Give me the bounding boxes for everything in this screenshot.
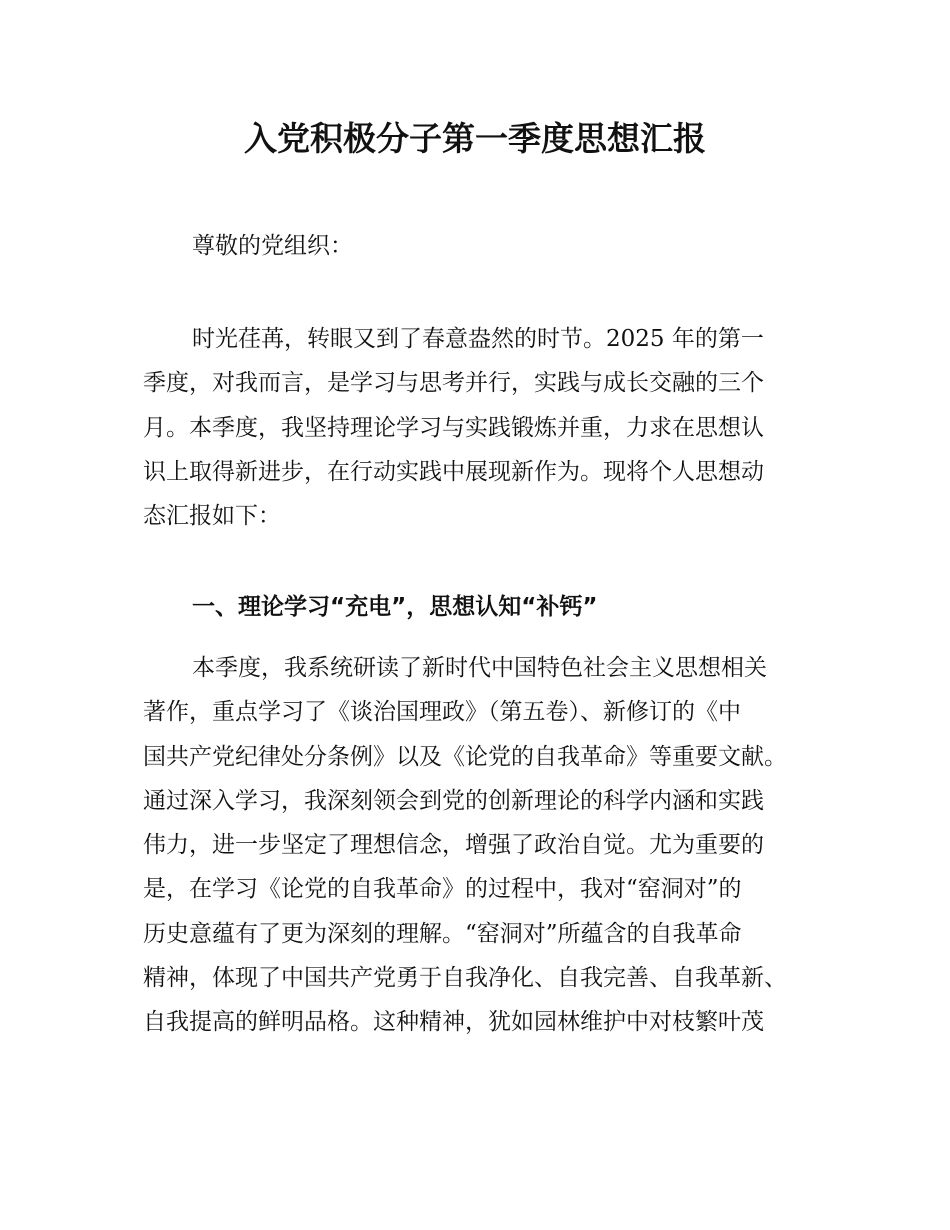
paragraph-intro [143,317,823,538]
greeting-block [143,224,823,268]
paragraph-line: 精神，体现了中国共产党勇于自我净化、自我完善、自我革新、 [143,965,787,992]
greeting-line: 尊敬的党组织： [192,233,353,259]
section-heading: 一、理论学习“充电”，思想认知“补钙” [192,594,598,620]
paragraph-line: 通过深入学习，我深刻领会到党的创新理论的科学内涵和实践 [143,787,764,814]
paragraph-line: 是，在学习《论党的自我革命》的过程中，我对“窑洞对”的 [143,876,742,903]
paragraph-line: 国共产党纪律处分条例》以及《论党的自我革命》等重要文献。 [143,743,787,770]
paragraph-line: 时光荏苒，转眼又到了春意盎然的时节。2025 年的第一 [192,326,764,352]
paragraph-line: 月。本季度，我坚持理论学习与实践锻炼并重，力求在思想认 [143,414,764,441]
paragraph-line: 季度，对我而言，是学习与思考并行，实践与成长交融的三个 [143,370,764,397]
paragraph-theory-study [143,646,823,1045]
paragraph-line: 本季度，我系统研读了新时代中国特色社会主义思想相关 [192,655,767,681]
paragraph-line: 自我提高的鲜明品格。这种精神，犹如园林维护中对枝繁叶茂 [143,1009,764,1036]
paragraph-line: 态汇报如下： [143,503,281,530]
paragraph-line: 伟力，进一步坚定了理想信念，增强了政治自觉。尤为重要的 [143,832,764,859]
paragraph-line: 历史意蕴有了更为深刻的理解。“窑洞对”所蕴含的自我革命 [143,920,742,947]
paragraph-line: 识上取得新进步，在行动实践中展现新作为。现将个人思想动 [143,458,764,485]
document-title: 入党积极分子第一季度思想汇报 [244,119,706,158]
paragraph-line: 著作，重点学习了《谈治国理政》（第五卷）、新修订的《中 [143,699,741,726]
